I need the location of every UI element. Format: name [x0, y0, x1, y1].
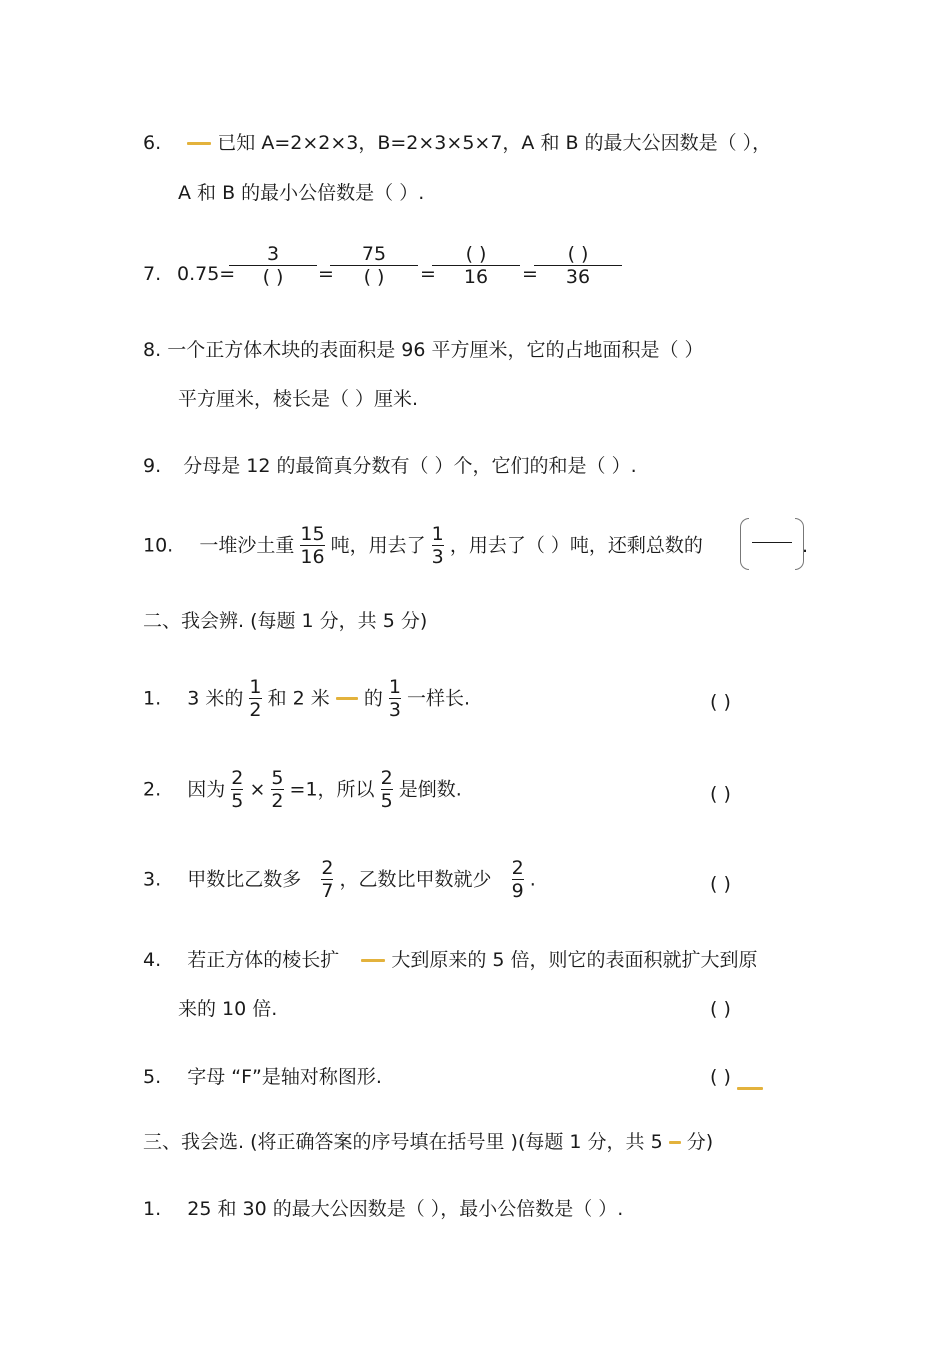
s2-q4-text-1: 若正方体的棱长扩 [187, 949, 340, 971]
q7-f4-num: ( ) [567, 243, 589, 265]
q7-f3-den: 16 [463, 266, 489, 288]
s3-q1-text: 25 和 30 的最大公因数是（ ），最小公倍数是（ ）. [187, 1198, 624, 1220]
q10-line [143, 524, 703, 567]
s2-q5-line [143, 1065, 382, 1089]
s2-q4-number: 4. [143, 949, 162, 971]
q7-f4-den: 36 [565, 266, 591, 288]
q6-line2: A 和 B 的最小公倍数是（ ）. [178, 182, 425, 204]
q10-period: . [802, 535, 809, 557]
q10-number: 10. [143, 534, 174, 557]
s2-q1-fa-den: 2 [249, 699, 262, 721]
s2-q2-text-2: =1，所以 [289, 778, 375, 801]
q7-eq-2: = [420, 263, 436, 285]
s2-q1-text-3: 的 [363, 687, 383, 710]
s2-q3-line [143, 858, 536, 901]
s2-q1-fb-num: 1 [388, 676, 401, 698]
q7-f1-num: 3 [266, 243, 280, 265]
s2-q3-text-3: . [529, 868, 536, 891]
s2-q2-fa-den: 5 [231, 790, 244, 812]
section3-heading [143, 1130, 713, 1154]
q7-fraction-4 [534, 244, 622, 287]
q10-fb-num: 1 [431, 523, 444, 545]
s2-q1-number: 1. [143, 687, 162, 710]
q10-text-1: 一堆沙土重 [199, 534, 295, 557]
s2-q2-fraction-a [231, 768, 243, 811]
q7-f2-num: 75 [361, 243, 387, 265]
q8-number: 8. [143, 339, 162, 361]
s2-q1-fb-den: 3 [388, 699, 401, 721]
s2-q2-text-3: 是倒数. [398, 778, 462, 801]
q8-line1 [143, 338, 704, 362]
s2-q1-text-1: 3 米的 [187, 687, 244, 710]
q7-lead: 0.75= [177, 263, 236, 285]
s3-q1-line [143, 1197, 623, 1221]
q6-number: 6. [143, 132, 162, 154]
q10-fa-den: 16 [300, 546, 325, 568]
q8-line2: 平方厘米，棱长是（ ）厘米. [178, 388, 419, 410]
s2-q5-mark [737, 1076, 763, 1100]
s2-q1-fa-num: 1 [249, 676, 262, 698]
s2-q5-text: 字母 “F”是轴对称图形. [187, 1066, 382, 1088]
s2-q3-text-1: 甲数比乙数多 [187, 868, 302, 891]
s2-q2-fc-num: 2 [380, 767, 393, 789]
s2-q1-answer-paren: ( ) [710, 691, 731, 713]
s2-q4-line2: 来的 10 倍. [178, 998, 278, 1020]
q10-fraction-b [432, 524, 444, 567]
q7-eq-1: = [318, 263, 334, 285]
s2-q1-fraction-a [249, 677, 261, 720]
q7-f2-den: ( ) [363, 266, 385, 288]
s2-q3-answer-paren: ( ) [710, 873, 731, 895]
s2-q5-answer-paren: ( ) [710, 1066, 731, 1088]
s2-q3-fb-num: 2 [511, 857, 524, 879]
s2-q3-text-2: ，乙数比甲数就少 [339, 868, 492, 891]
section2-heading: 二、我会辨. (每题 1 分，共 5 分) [143, 610, 428, 632]
q6-line1 [143, 131, 771, 155]
s2-q3-fraction-b [512, 858, 524, 901]
s2-q3-fraction-a [321, 858, 333, 901]
s2-q2-fb-num: 5 [271, 767, 284, 789]
q10-fb-den: 3 [431, 546, 444, 568]
highlight-mark [669, 1141, 681, 1144]
s3-q1-number: 1. [143, 1198, 162, 1220]
s2-q2-fc-den: 5 [380, 790, 393, 812]
q7-number: 7. [143, 263, 162, 285]
s2-q2-fa-num: 2 [231, 767, 244, 789]
q7-eq-3: = [522, 263, 538, 285]
s2-q2-times: × [249, 778, 266, 801]
q10-text-2: 吨，用去了 [330, 534, 426, 557]
section3-heading-a: 三、我会选. (将正确答案的序号填在括号里 )(每题 1 分，共 5 [143, 1131, 663, 1153]
q7-fraction-1 [229, 244, 317, 287]
highlight-mark [336, 697, 358, 700]
q9-text: 分母是 12 的最简真分数有（ ）个，它们的和是（ ）. [183, 455, 637, 477]
s2-q2-line [143, 768, 462, 811]
q10-fa-num: 15 [300, 523, 325, 545]
s2-q3-number: 3. [143, 868, 162, 891]
s2-q5-number: 5. [143, 1066, 162, 1088]
s2-q1-text-4: 一样长. [407, 687, 471, 710]
section3-heading-b: 分) [686, 1131, 714, 1153]
q9-line [143, 454, 637, 478]
highlight-mark [187, 142, 211, 145]
highlight-mark [361, 959, 385, 962]
s2-q3-fb-den: 9 [511, 880, 524, 902]
highlight-mark [737, 1087, 763, 1090]
q10-fraction-a [300, 524, 324, 567]
q7-f3-num: ( ) [465, 243, 487, 265]
s2-q1-line [143, 677, 470, 720]
s2-q3-fa-num: 2 [321, 857, 334, 879]
s2-q4-text-2: 大到原来的 5 倍，则它的表面积就扩大到原 [391, 949, 758, 971]
q6-text-line1: 已知 A=2×2×3，B=2×3×5×7，A 和 B 的最大公因数是（ ）， [217, 132, 772, 154]
q7-fraction-3 [432, 244, 520, 287]
q10-answer-fraction-blank [740, 518, 804, 568]
s2-q3-fa-den: 7 [321, 880, 334, 902]
s2-q4-line1 [143, 948, 758, 972]
s2-q2-fraction-c [381, 768, 393, 811]
q7-f1-den: ( ) [262, 266, 284, 288]
q10-text-3: ，用去了（ ）吨，还剩总数的 [449, 534, 703, 557]
q9-number: 9. [143, 455, 162, 477]
q8-text-line1: 一个正方体木块的表面积是 96 平方厘米，它的占地面积是（ ） [167, 339, 704, 361]
q7-fraction-2 [330, 244, 418, 287]
s2-q2-answer-paren: ( ) [710, 783, 731, 805]
s2-q2-fb-den: 2 [271, 790, 284, 812]
s2-q2-text-1: 因为 [187, 778, 226, 801]
s2-q2-fraction-b [271, 768, 283, 811]
s2-q2-number: 2. [143, 778, 162, 801]
s2-q1-fraction-b [389, 677, 401, 720]
s2-q1-text-2: 和 2 米 [267, 687, 330, 710]
s2-q4-answer-paren: ( ) [710, 998, 731, 1020]
